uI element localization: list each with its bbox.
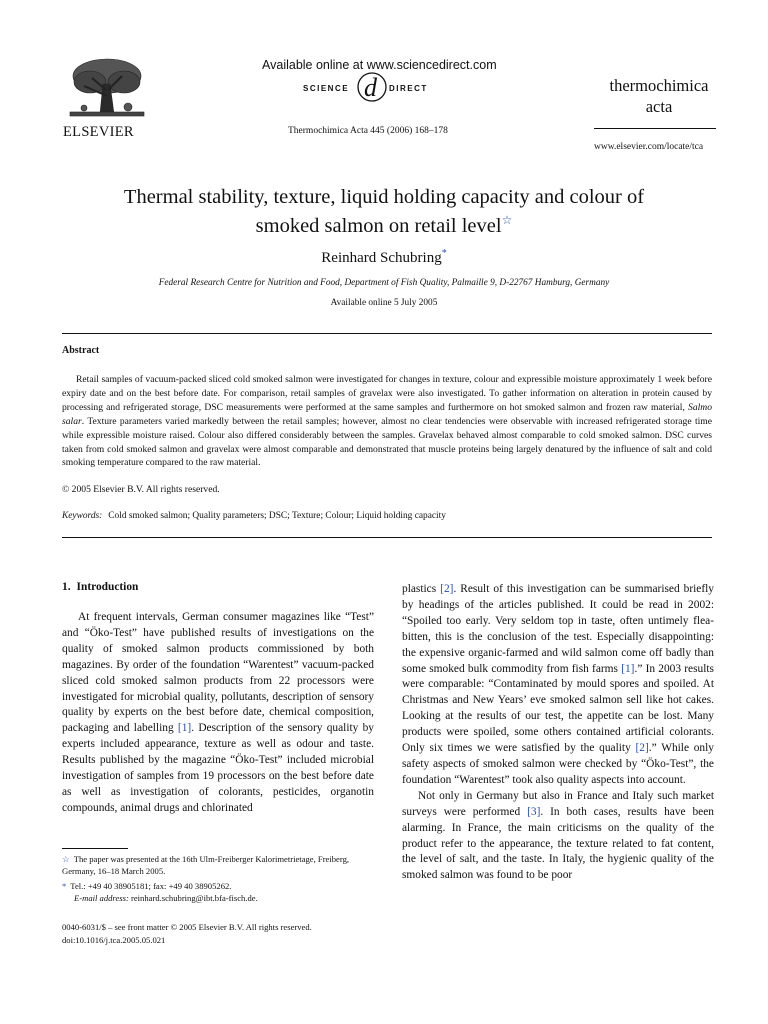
text-run: . Description of the sensory quality by experts included appearance, texture as well as odour and taste. Results published by the magazine “Öko-Test” included microbial investigation of samples from 19 processors on the best before date as well as investigation of colorants, pesticides, organotin compounds, animal drugs and chlorinated bbox=[62, 722, 375, 814]
journal-name-line1: thermochimica bbox=[609, 76, 709, 95]
text-run: At frequent intervals, German consumer magazines like “Test” and “Öko-Test” have published results of investigations on the quality of smoked salmon products commissioned by both magazines. By order of the foundation “Warentest” vacuum-packed sliced cold smoked salmon products from 22 processors were investigated for microbial quality, pollutants, description of sensory quality by experts on the best before date, chemical composition, packaging and labelling bbox=[62, 611, 374, 735]
author-name: Reinhard Schubring bbox=[321, 250, 442, 266]
available-online-link[interactable]: Available online at www.sciencedirect.com bbox=[262, 58, 497, 72]
title-line2: smoked salmon on retail level bbox=[255, 214, 502, 237]
available-online-date: Available online 5 July 2005 bbox=[330, 298, 438, 308]
sciencedirect-d-icon bbox=[355, 70, 389, 104]
email-label: E-mail address: bbox=[74, 893, 129, 903]
citation-link-3[interactable]: [3] bbox=[527, 805, 541, 818]
issn-line: 0040-6031/$ – see front matter © 2005 Elsevier B.V. All rights reserved. bbox=[62, 922, 312, 932]
section-number: 1. bbox=[62, 581, 71, 593]
section-title: Introduction bbox=[76, 581, 139, 593]
text-run: Not only in Germany but also in France and Italy such market surveys were performed bbox=[402, 789, 714, 818]
intro-paragraph-1-continued bbox=[402, 582, 714, 789]
citation-link-2[interactable]: [2] bbox=[440, 583, 454, 595]
footnote-asterisk-mark: * bbox=[62, 881, 67, 891]
abstract-copyright: © 2005 Elsevier B.V. All rights reserved. bbox=[62, 484, 220, 495]
email-address-link[interactable]: reinhard.schubring@ibt.bfa-fisch.de. bbox=[130, 893, 258, 903]
citation-link-1b[interactable]: [1] bbox=[621, 662, 635, 675]
left-column bbox=[62, 610, 374, 817]
abstract-heading: Abstract bbox=[62, 345, 100, 356]
text-run: .” In 2003 results were comparable: “Contaminated by mould spores and spoiled. At Christmas and New Years’ eve smoked salmon sell like hot cakes. Looking at the results of our test, the appetite can be lost. Many products were spoiled, some others contained artificial colorants. Only six times we were satisfied by the quality bbox=[402, 662, 714, 755]
abstract-text-part1: Retail samples of vacuum-packed sliced cold smoked salmon were investigated for changes in texture, colour and expressible moisture approximately 1 week before expiry date and on the best before date. For comparison, retail samples of gravelax were also investigated. To gather information on alteration in protein caused by processing and refrigerated storage, DSC measurements were performed at the same samples and furthermore on hot smoked salmon and frozen raw material, bbox=[62, 374, 712, 413]
footnote-star-mark: ☆ bbox=[62, 854, 70, 864]
author-line bbox=[60, 248, 708, 267]
footnote-presentation bbox=[62, 853, 374, 878]
sd-direct-text: DIRECT bbox=[389, 84, 428, 93]
text-run: . Result of this investigation can be summarised briefly by headings of the articles published. It could be read in 2002: “Spoiled too early. Very seldom top in taste, often untimely flea-bitten, this is the conclusion of the test. Especially disappointing: the expensive organic-farmed and wild salmon come off badly than some smoked bulk commodity from fish farms bbox=[402, 583, 715, 675]
footnote-contact bbox=[62, 880, 374, 892]
journal-url-link[interactable]: www.elsevier.com/locate/tca bbox=[594, 142, 704, 152]
citation-link-1[interactable]: [1] bbox=[177, 722, 192, 735]
abstract-species-name: Salmo salar bbox=[62, 401, 712, 427]
publisher-name: ELSEVIER bbox=[63, 124, 134, 140]
journal-citation: Thermochimica Acta 445 (2006) 168–178 bbox=[288, 126, 448, 136]
footnote-email bbox=[62, 892, 386, 904]
intro-paragraph-1 bbox=[62, 610, 374, 817]
right-column bbox=[402, 582, 714, 884]
citation-link-2b[interactable]: [2] bbox=[635, 742, 649, 755]
text-run: . In both cases, results have been alarming. In France, the main criticisms on the quality of the product refer to the appearance, the texture related to fat content, the level of salt, and the taste. In Italy, the hygienic quality of the smoked salmon was found to be poor bbox=[402, 805, 714, 882]
footnote-text: The paper was presented at the 16th Ulm-Freiberger Kalorimetrietage, Freiberg, Germany, 16–18 March 2005. bbox=[62, 854, 350, 877]
article-title bbox=[60, 186, 708, 238]
author-affiliation: Federal Research Centre for Nutrition and Food, Department of Fish Quality, Palmaille 9, D-22767 Hamburg, Germany bbox=[158, 278, 610, 288]
sd-science-text: SCIENCE bbox=[303, 84, 350, 93]
title-line1: Thermal stability, texture, liquid holding capacity and colour of bbox=[123, 186, 645, 208]
sciencedirect-logo bbox=[303, 73, 453, 106]
abstract-bottom-rule bbox=[62, 537, 712, 538]
doi-link[interactable]: doi:10.1016/j.tca.2005.05.021 bbox=[62, 935, 166, 945]
keywords-line bbox=[62, 511, 446, 521]
footnote-rule bbox=[62, 848, 128, 849]
keywords-list: Cold smoked salmon; Quality parameters; DSC; Texture; Colour; Liquid holding capacity bbox=[108, 511, 446, 521]
text-run: .” While only safety aspects of smoked salmon were checked by “Öko-Test”, the foundation “Warentest” took also quality aspects into account. bbox=[402, 742, 714, 786]
abstract-top-rule bbox=[62, 333, 712, 334]
author-footnote-mark[interactable]: * bbox=[441, 248, 447, 259]
footnote-text: Tel.: +49 40 38905181; fax: +49 40 38905262. bbox=[70, 881, 232, 891]
svg-text:d: d bbox=[364, 73, 377, 102]
title-footnote-mark[interactable]: ☆ bbox=[501, 213, 513, 227]
abstract-text-part2: . Texture parameters varied markedly between the retail samples; however, almost no clear tendencies were observable with increased refrigerated storage time while expressible moisture raised. Colour also differed considerably between the samples. Gravelax behaved almost comparable to cold smoked salmon. DSC curves taken from cold smoked salmon and gravelax were almost comparable and demonstrated that muscle proteins being largely denatured by the influence of salt and cold smoking temperature compared to the raw material. bbox=[62, 415, 712, 469]
keywords-label: Keywords: bbox=[62, 511, 103, 521]
issn-doi-block bbox=[62, 921, 312, 947]
header-divider bbox=[594, 128, 716, 129]
abstract-body bbox=[62, 373, 712, 470]
journal-name-line2: acta bbox=[645, 97, 673, 116]
section-heading-introduction bbox=[62, 581, 138, 593]
text-run: plastics bbox=[402, 583, 441, 595]
journal-name bbox=[600, 75, 718, 117]
intro-paragraph-2 bbox=[402, 789, 714, 884]
